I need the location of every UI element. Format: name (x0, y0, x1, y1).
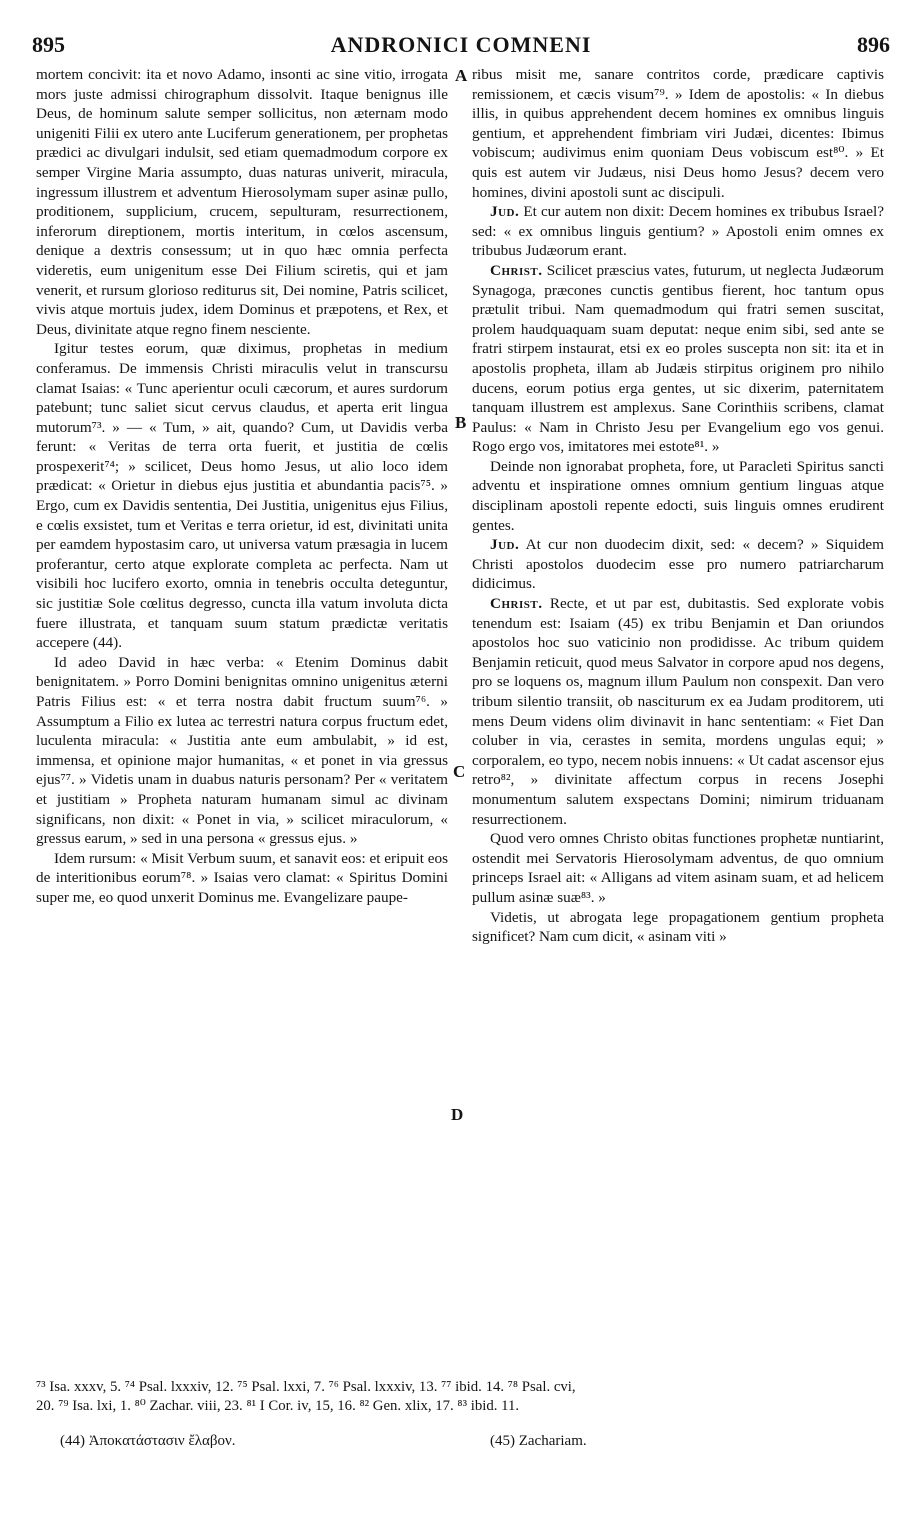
paragraph-text: Idem rursum: « Misit Verbum suum, et sanavit eos: et eripuit eos de interitionibus eorum⁷⁸. » Isaias vero clamat: « Spiritus Domini super me, eo quod unxerit Dominus me. Evangelizare paupe- (36, 849, 448, 906)
left-column (36, 65, 448, 1370)
page-header (32, 32, 890, 62)
editor-note-45: (45) Zachariam. (490, 1433, 587, 1449)
paragraph-text: ribus misit me, sanare contritos corde, prædicare captivis remissionem, et cæcis visum⁷⁹. » Idem de apostolis: « In diebus illis, in quibus apprehendent decem homines ex omnibus linguis gentium, et apprehendent fimbriam viri Judæi, dicentes: Ibimus vobiscum; audivimus enim quoniam Deus vobiscum est⁸⁰. » Et quis est autem vir Judæus, nisi Deus homo Jesus? decem vero homines, divini apostoli sunt ac discipuli. (472, 66, 884, 201)
margin-marker-c: C (453, 762, 466, 781)
paragraph (472, 65, 884, 202)
right-column (472, 65, 884, 1370)
page-number-left: 895 (32, 32, 65, 57)
paragraph (472, 457, 884, 535)
paragraph (36, 65, 448, 339)
paragraph (36, 653, 448, 849)
paragraph (472, 594, 884, 829)
editor-notes (60, 1433, 880, 1455)
running-title: ANDRONICI COMNENI (330, 32, 592, 57)
margin-marker-d: D (451, 1105, 464, 1124)
paragraph-text: Recte, et ut par est, dubitastis. Sed explorate vobis tenendum est: Isaiam (45) ex tribu Benjamin et Dan oriundos apostolos hoc suo vaticinio non prodidisse. Ac tribum quidem Benjamin reticuit, quod meus Salvator in corpore apud nos degens, pro se loquens os, magnum illum Paulum non conspexit. Dan vero tribum silentio transiit, ob nasciturum ex ea Judam proditorem, uti mens Deum videns olim divinavit in hanc sententiam: « Fiet Dan coluber in via, cerastes in semita, mordens ungulas equi; » corporalem, eo typo, necem nobis innuens: « Ut cadat ascensor ejus retro⁸², » divinitate affectum corpus in recens Josephi monumentum salutem exspectans Domini; nimirum triduanam resurrectionem. (472, 595, 884, 828)
speaker-label: Christ. (490, 261, 543, 279)
paragraph-text: Et cur autem non dixit: Decem homines ex tribubus Israel? sed: « ex omnibus linguis gentium? » Apostoli enim omnes ex tribubus Judæorum erant. (472, 203, 884, 260)
paragraph-text: Igitur testes eorum, quæ diximus, prophetas in medium conferamus. De immensis Christi miraculis velut in transcursu clamat Isaias: « Tunc aperientur oculi cæcorum, et aures surdorum patebunt; tunc saliet sicut cervus claudus, et aperta erit lingua mutorum⁷³. » — « Tum, » ait, quando? Cum, ut Davidis verba ferunt: « Veritas de terra orta fuerit, et justitia de cœlis prospexerit⁷⁴; » scilicet, Deus homo Jesus, ut alio loco idem prædicat: « Orietur in diebus ejus justitia et abundantia pacis⁷⁵. » Ergo, cum ex Davidis sententia, Dei Justitia, unigenitus ejus Filius, e cœlis exsistet, tum et Veritas e terra orietur, id est, divinitati unita per eamdem hypostasim caro, ut universa vatum præsagia in lucem proferantur, certo atque explorate completa ac perfecta. Nam ut visibili hoc lucifero exorto, omnia in tenebris occulta deteguntur, sic justitiæ Sole cœlitus degresso, cuncta illa vatum involuta dicta fuere illustrata, et tanquam suum statum prædictæ veritatis accepere (44). (36, 340, 448, 652)
paragraph (472, 202, 884, 261)
footnotes (36, 1378, 896, 1416)
margin-marker-b: B (455, 413, 467, 432)
editor-note-44: (44) Ἀποκατάστασιν ἔλαβον. (60, 1433, 236, 1449)
paragraph (472, 261, 884, 457)
paragraph (472, 908, 884, 947)
footnote-line: 20. ⁷⁹ Isa. lxi, 1. ⁸⁰ Zachar. viii, 23. ⁸¹ I Cor. iv, 15, 16. ⁸² Gen. xlix, 17. ⁸³ ibid. 11. (36, 1398, 520, 1414)
speaker-label: Jud. (490, 203, 520, 221)
paragraph-text: At cur non duodecim dixit, sed: « decem? » Siquidem Christi apostolos duodecim esse pro numero patriarcharum didicimus. (472, 536, 884, 593)
speaker-label: Christ. (490, 595, 543, 613)
paragraph-text: mortem concivit: ita et novo Adamo, insonti ac sine vitio, irrogata mors juste admissi chirographum dissolvit. Itaque benignus ille Deus, de hominum salute semper sollicitus, non æternam modo unigeniti Filii ex utero ante Luciferum generationem, per prophetas prædici ac divulgari indulsit, sed etiam quemadmodum corpore ex semper Virgine Maria assumpto, duas naturas univerit, miracula, ingressum illustrem et adventum Hierosolymam super asinæ pullo, proditionem, supplicium, crucem, sepulturam, resurrectionem, inferorum direptionem, mortis interitum, in cœlos ascensum, denique a dextris consessum; ut in quo hæc omnia perfecta videretis, eum unigenitum esse Dei Filium sciretis, qui et jam venerit, et rursum glorioso rediturus sit, Dei nomine, Patris scilicet, vivis atque mortuis judex, idem Dominus et præpotens, et Rex, et Deus, divinitate atque regno finem nesciente. (36, 66, 448, 338)
margin-marker-a: A (455, 66, 468, 85)
paragraph (36, 849, 448, 908)
paragraph-text: Scilicet præscius vates, futurum, ut neglecta Judæorum Synagoga, præcones cunctis gentibus fierent, hoc tantum opus prætulit tribui. Nam quemadmodum qui fratri semen suscitat, prolem haudquaquam suam deputat: neque enim sibi, sed ante se fratri stirpem instaurat, etsi ex eo proles suscepta non sit: ita et in apostolis propheta, illam ab Judæis stirpitus originem pro nihilo ducens, eorum potius erga gentes, ut sic dixerim, paternitatem tanquam illustrem est amplexus. Sane Corinthiis scribens, clamat Paulus: « Nam in Christo Jesu per Evangelium ego vos genui. Rogo ergo vos, imitatores mei estote⁸¹. » (472, 261, 884, 456)
speaker-label: Jud. (490, 536, 520, 554)
footnote-line: ⁷³ Isa. xxxv, 5. ⁷⁴ Psal. lxxxiv, 12. ⁷⁵ Psal. lxxi, 7. ⁷⁶ Psal. lxxxiv, 13. ⁷⁷ ibid. 14. ⁷⁸ Psal. cvi, (36, 1379, 576, 1395)
page-number-right: 896 (857, 32, 890, 57)
paragraph-text: Videtis, ut abrogata lege propagationem gentium propheta significet? Nam cum dicit, « asinam viti » (472, 908, 884, 946)
paragraph-text: Id adeo David in hæc verba: « Etenim Dominus dabit benignitatem. » Porro Domini benignitas omnino unigenitus æterni Patris Filius est: « et terra nostra dabit fructum suum⁷⁶. » Assumptum a Filio ex lutea ac terrestri natura corpus fructum edet, luculenta miracula: « Justitia ante eum ambulabit, » id est, immensa, et opinione major humanitas, « et ponet in via gressus ejus⁷⁷. » Videtis unam in duabus naturis personam? Per « veritatem et justitiam » Propheta naturam humanam simul ac divinam significans, non dixit: « Ponet in via, » scilicet miraculorum, « gressus earum, » sed in una persona « gressus ejus. » (36, 653, 448, 848)
paragraph (472, 829, 884, 907)
paragraph-text: Deinde non ignorabat propheta, fore, ut Paracleti Spiritus sancti adventu et inspiratione omnes omnium gentium linguas atque disciplinam apostoli repente edocti, suis linguis omnes erudirent gentes. (472, 457, 884, 534)
paragraph (36, 339, 448, 653)
paragraph-text: Quod vero omnes Christo obitas functiones prophetæ nuntiarint, ostendit mei Servatoris Hierosolymam adventus, de quo omnium princeps Israel ait: « Alligans ad vitem asinam suam, et ad helicem pullum asinæ suæ⁸³. » (472, 830, 884, 906)
paragraph (472, 535, 884, 594)
